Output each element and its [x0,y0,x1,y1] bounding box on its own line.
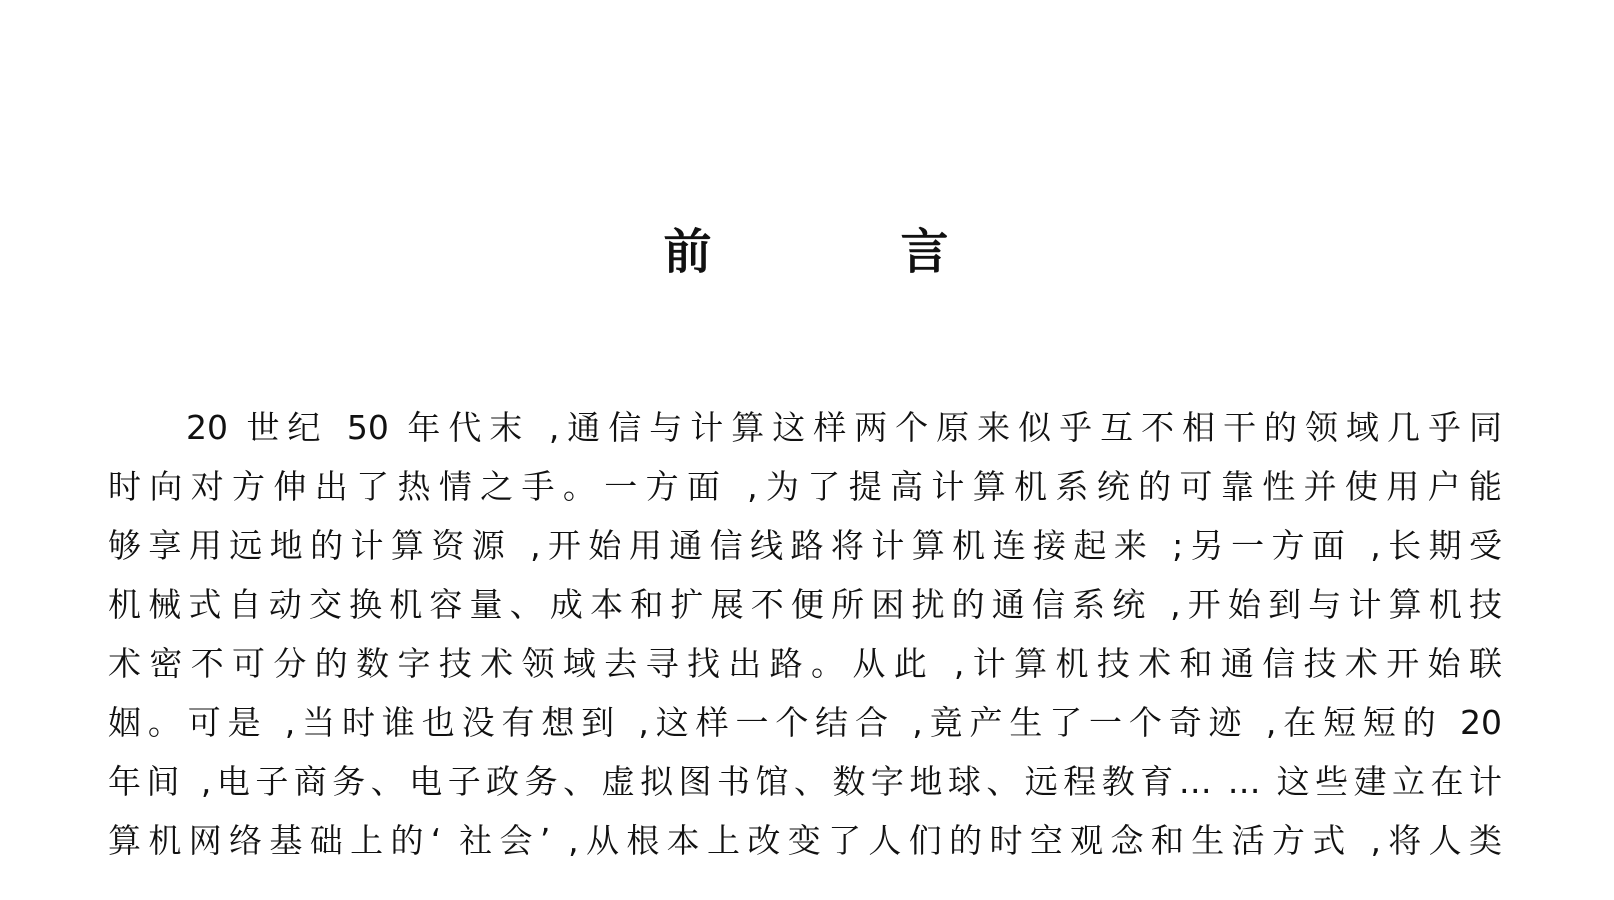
page-title: 前 言 [663,224,951,280]
paragraph-line-6: 姻。可是 ,当时谁也没有想到 ,这样一个结合 ,竟产生了一个奇迹 ,在短短的 20 [108,703,1502,742]
paragraph-line-4: 机械式自动交换机容量、成本和扩展不便所困扰的通信系统 ,开始到与计算机技 [108,585,1502,624]
paragraph-line-5: 术密不可分的数字技术领域去寻找出路。从此 ,计算机技术和通信技术开始联 [108,644,1502,683]
paragraph-line-1: 20 世纪 50 年代末 ,通信与计算这样两个原来似乎互不相干的领域几乎同 [186,408,1502,447]
paragraph-line-2: 时向对方伸出了热情之手。一方面 ,为了提高计算机系统的可靠性并使用户能 [108,467,1502,506]
paragraph-line-7: 年间 ,电子商务、电子政务、虚拟图书馆、数字地球、远程教育… … 这些建立在计 [108,762,1502,801]
paragraph-line-3: 够享用远地的计算资源 ,开始用通信线路将计算机连接起来 ;另一方面 ,长期受 [108,526,1502,565]
paragraph-line-8: 算机网络基础上的‘ 社会’ ,从根本上改变了人们的时空观念和生活方式 ,将人类 [108,821,1502,860]
preface-paragraph [108,398,1502,870]
